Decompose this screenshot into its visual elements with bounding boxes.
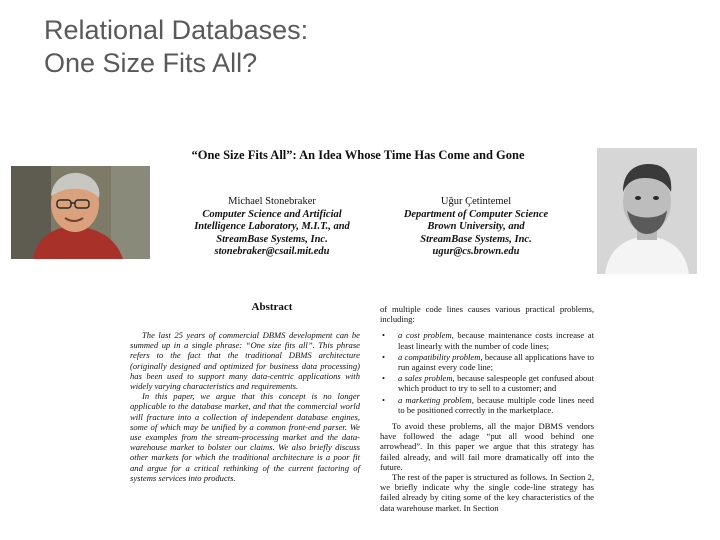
bullet-icon: • — [382, 351, 386, 362]
abstract-heading: Abstract — [251, 301, 293, 313]
list-item — [380, 373, 594, 393]
list-item — [380, 330, 594, 350]
author-block-cetintemel — [376, 196, 576, 259]
author-affiliation-line: Intelligence Laboratory, M.I.T., and — [194, 221, 350, 232]
author-photo-cetintemel — [597, 148, 697, 274]
paper-excerpt — [122, 144, 594, 540]
abstract-paragraph: The last 25 years of commercial DBMS development can be summed up in a single phrase: “One size fits all”. This phrase refers to the fact that the traditional DBMS architecture (originally designed and optimized for business data processing) has been used to support many data-centric applications with widely varying characteristics and requirements. — [130, 330, 360, 392]
author-email: stonebraker@csail.mit.edu — [214, 246, 330, 257]
slide-title — [44, 14, 308, 80]
author-affiliation-line: Brown University, and — [427, 221, 525, 232]
list-item-head: a marketing problem, — [398, 394, 474, 405]
author-block-stonebraker — [162, 196, 382, 259]
author-affiliation-line: Computer Science and Artificial — [202, 208, 342, 220]
slide-title-line-1: Relational Databases: — [44, 15, 309, 45]
list-item-head: a cost problem, — [398, 330, 454, 341]
list-item — [380, 352, 594, 372]
paper-title: “One Size Fits All”: An Idea Whose Time Has Come and Gone — [191, 148, 525, 162]
author-name: Uğur Çetintemel — [440, 196, 512, 207]
problem-list — [380, 330, 594, 415]
body-paragraph: of multiple code lines causes various practical problems, including: — [380, 304, 594, 325]
author-affiliation-line: StreamBase Systems, Inc. — [420, 233, 532, 245]
author-name: Michael Stonebraker — [228, 196, 316, 207]
body-column-right — [380, 304, 594, 513]
list-item-text: because salespeople get confused about which product to try to sell to a customer; and — [398, 373, 594, 394]
body-paragraph: To avoid these problems, all the major DBMS vendors have followed the adage “put all wood behind one arrowhead”. In this paper we argue that this strategy has failed already, and will fail more dramatically off into the future. — [380, 421, 594, 472]
portrait-illustration — [597, 148, 697, 274]
bullet-icon: • — [382, 394, 386, 405]
body-paragraph: The rest of the paper is structured as follows. In Section 2, we briefly indicate why the single code-line strategy has failed already by citing some of the key characteristics of the data warehouse market. In Section — [380, 472, 594, 513]
abstract-paragraph: In this paper, we argue that this concept is no longer applicable to the database market, and that the commercial world will fracture into a collection of independent database engines, some of which may be unified by a common front-end parser. We use examples from the stream-processing market and the data-warehouse market to bolster our claims. We also briefly discuss other markets for which the traditional architecture is a poor fit and argue for a critical rethinking of the current factoring of systems services into products. — [130, 391, 360, 483]
abstract-column — [130, 330, 360, 483]
author-email: ugur@cs.brown.edu — [432, 246, 520, 257]
bullet-icon: • — [382, 330, 386, 341]
list-item-text: because maintenance costs increase at least linearly with the number of code lines; — [398, 330, 594, 351]
author-affiliation-line: Department of Computer Science — [403, 208, 549, 220]
author-affiliation-line: StreamBase Systems, Inc. — [216, 233, 328, 245]
list-item-text: because multiple code lines need to be positioned correctly in the marketplace. — [398, 394, 594, 415]
list-item-head: a compatibility problem, — [398, 351, 483, 362]
list-item-text: because all applications have to run against every code line; — [398, 351, 594, 373]
list-item-head: a sales problem, — [398, 373, 455, 384]
list-item — [380, 395, 594, 415]
slide-title-line-2: One Size Fits All? — [44, 48, 258, 78]
bullet-icon: • — [382, 373, 386, 384]
